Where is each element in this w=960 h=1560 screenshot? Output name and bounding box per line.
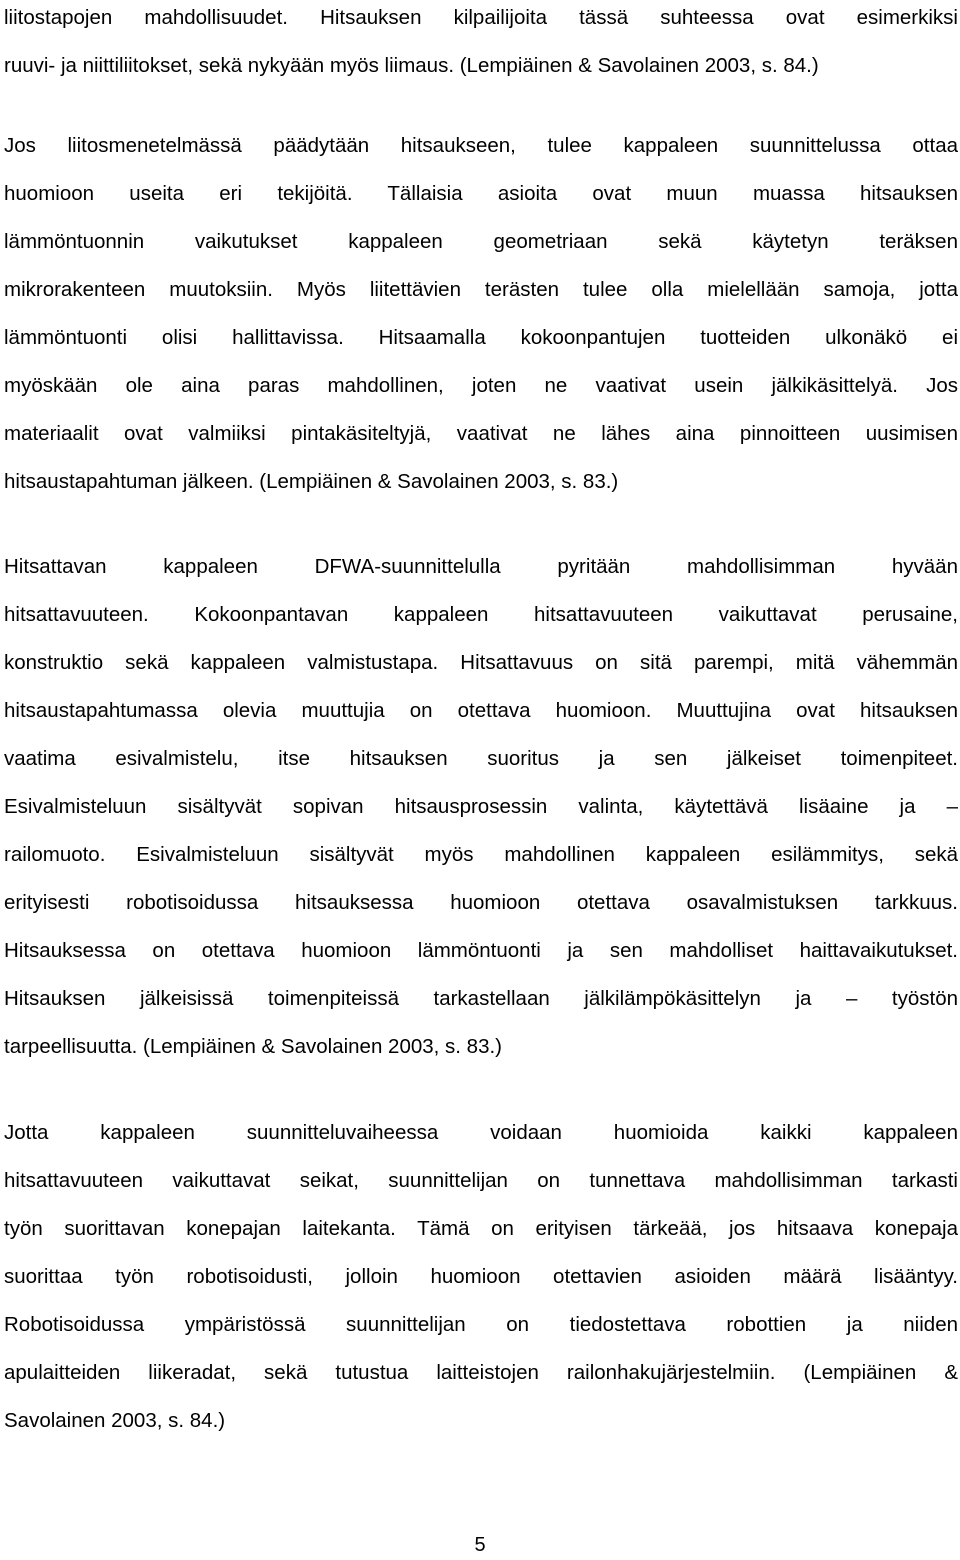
text-line: Savolainen 2003, s. 84.) bbox=[4, 1409, 226, 1432]
text-line: ruuvi- ja niittiliitokset, sekä nykyään myös liimaus. (Lempiäinen & Savolainen 2003, s. 84.) bbox=[4, 54, 819, 77]
text-line: hitsattavuuteen. Kokoonpantavan kappaleen hitsattavuuteen vaikuttavat perusaine, bbox=[4, 603, 958, 626]
text-line: materiaalit ovat valmiiksi pintakäsiteltyjä, vaativat ne lähes aina pinnoitteen uusimisen bbox=[4, 422, 958, 445]
paragraph-1 bbox=[4, 0, 958, 90]
text-line: konstruktio sekä kappaleen valmistustapa. Hitsattavuus on sitä parempi, mitä vähemmän bbox=[4, 651, 958, 674]
paragraph-3 bbox=[4, 543, 958, 1071]
text-line: huomioon useita eri tekijöitä. Tällaisia asioita ovat muun muassa hitsauksen bbox=[4, 182, 958, 205]
text-line: vaatima esivalmistelu, itse hitsauksen suoritus ja sen jälkeiset toimenpiteet. bbox=[4, 747, 958, 770]
text-line: apulaitteiden liikeradat, sekä tutustua laitteistojen railonhakujärjestelmiin. (Lempiäinen & bbox=[4, 1361, 958, 1384]
text-line: Jotta kappaleen suunnitteluvaiheessa voidaan huomioida kaikki kappaleen bbox=[4, 1121, 958, 1144]
text-line: Hitsattavan kappaleen DFWA-suunnittelulla pyritään mahdollisimman hyvään bbox=[4, 555, 958, 578]
text-line: mikrorakenteen muutoksiin. Myös liitettävien terästen tulee olla mielellään samoja, jotta bbox=[4, 278, 958, 301]
text-line: hitsattavuuteen vaikuttavat seikat, suunnittelijan on tunnettava mahdollisimman tarkasti bbox=[4, 1169, 958, 1192]
text-line: erityisesti robotisoidussa hitsauksessa huomioon otettava osavalmistuksen tarkkuus. bbox=[4, 891, 958, 914]
text-line: lämmöntuonti olisi hallittavissa. Hitsaamalla kokoonpantujen tuotteiden ulkonäkö ei bbox=[4, 326, 958, 349]
text-line: Robotisoidussa ympäristössä suunnittelijan on tiedostettava robottien ja niiden bbox=[4, 1313, 958, 1336]
text-line: railomuoto. Esivalmisteluun sisältyvät myös mahdollinen kappaleen esilämmitys, sekä bbox=[4, 843, 958, 866]
text-line: Jos liitosmenetelmässä päädytään hitsaukseen, tulee kappaleen suunnittelussa ottaa bbox=[4, 134, 958, 157]
text-line: Esivalmisteluun sisältyvät sopivan hitsausprosessin valinta, käytettävä lisäaine ja – bbox=[4, 795, 958, 818]
text-line: hitsaustapahtumassa olevia muuttujia on otettava huomioon. Muuttujina ovat hitsauksen bbox=[4, 699, 958, 722]
text-line: lämmöntuonnin vaikutukset kappaleen geometriaan sekä käytetyn teräksen bbox=[4, 230, 958, 253]
text-line: hitsaustapahtuman jälkeen. (Lempiäinen & Savolainen 2003, s. 83.) bbox=[4, 470, 619, 493]
paragraph-2 bbox=[4, 122, 958, 506]
text-line: Hitsauksessa on otettava huomioon lämmöntuonti ja sen mahdolliset haittavaikutukset. bbox=[4, 939, 958, 962]
text-line: tarpeellisuutta. (Lempiäinen & Savolainen 2003, s. 83.) bbox=[4, 1035, 503, 1058]
paragraph-4 bbox=[4, 1109, 958, 1445]
text-line: liitostapojen mahdollisuudet. Hitsauksen kilpailijoita tässä suhteessa ovat esimerkiksi bbox=[4, 6, 958, 29]
text-line: myöskään ole aina paras mahdollinen, joten ne vaativat usein jälkikäsittelyä. Jos bbox=[4, 374, 958, 397]
text-line: suorittaa työn robotisoidusti, jolloin huomioon otettavien asioiden määrä lisääntyy. bbox=[4, 1265, 958, 1288]
text-line: työn suorittavan konepajan laitekanta. Tämä on erityisen tärkeää, jos hitsaava konepaja bbox=[4, 1217, 958, 1240]
page-number: 5 bbox=[474, 1534, 486, 1556]
text-line: Hitsauksen jälkeisissä toimenpiteissä tarkastellaan jälkilämpökäsittelyn ja – työstön bbox=[4, 987, 958, 1010]
